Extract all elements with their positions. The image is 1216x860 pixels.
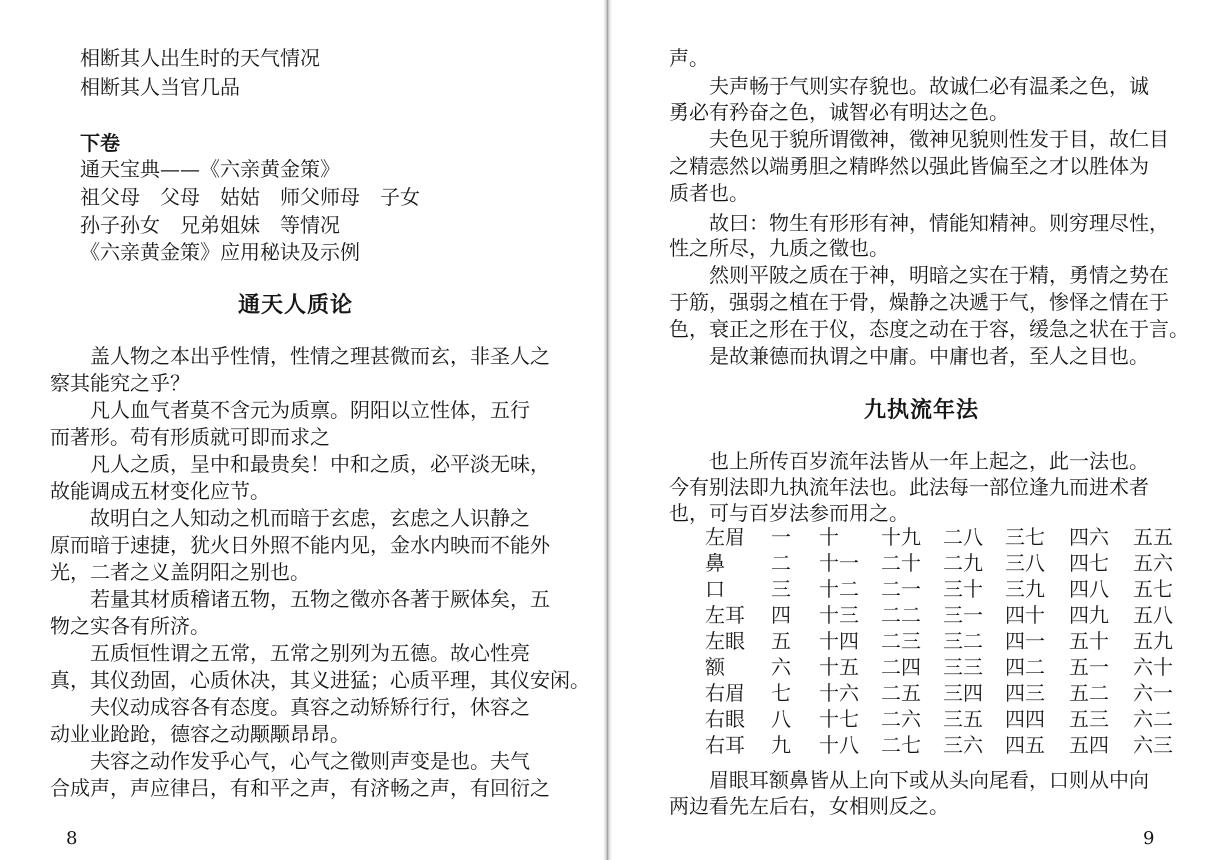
table-cell: 五七 xyxy=(1133,577,1173,601)
table-cell: 五十 xyxy=(1069,629,1109,653)
table-cell: 四三 xyxy=(1005,681,1045,705)
table-cell: 四一 xyxy=(1005,629,1045,653)
table-cell: 十二 xyxy=(819,577,859,601)
table-cell: 三 xyxy=(771,577,791,601)
body-line: 勇必有矜奋之色，诚智必有明达之色。 xyxy=(669,100,1009,124)
body-line: 故明白之人知动之机而暗于玄虑，玄虑之人识静之 xyxy=(50,506,530,530)
table-row-label: 额 xyxy=(705,655,725,679)
table-cell: 四九 xyxy=(1069,603,1109,627)
table-row-label: 右耳 xyxy=(705,733,745,757)
body-line: 光，二者之义盖阴阳之别也。 xyxy=(50,560,310,584)
table-cell: 五六 xyxy=(1133,551,1173,575)
section-heading: 通天人质论 xyxy=(238,292,354,318)
body-line: 五质恒性谓之五常，五常之别列为五德。故心性亮 xyxy=(50,641,530,665)
table-cell: 六十 xyxy=(1133,655,1173,679)
body-line: 原而暗于速捷，犹火日外照不能内见，金水内映而不能外 xyxy=(50,533,550,557)
table-cell: 二十 xyxy=(881,551,921,575)
table-cell: 六一 xyxy=(1133,681,1173,705)
table-cell: 三七 xyxy=(1005,525,1045,549)
table-cell: 五九 xyxy=(1133,629,1173,653)
table-cell: 七 xyxy=(771,681,791,705)
toc-item: 相断其人当官几品 xyxy=(80,75,240,99)
body-line: 夫容之动作发乎心气，心气之徵则声变是也。夫气 xyxy=(50,749,530,773)
table-row-label: 右眼 xyxy=(705,707,745,731)
body-line: 真，其仪劲固，心质休决，其义进猛；心质平理，其仪安闲。 xyxy=(50,668,590,692)
table-cell: 二三 xyxy=(881,629,921,653)
table-cell: 五四 xyxy=(1069,733,1109,757)
table-cell: 三四 xyxy=(943,681,983,705)
body-line: 故能调成五材变化应节。 xyxy=(50,479,270,503)
table-row-label: 左眉 xyxy=(705,525,745,549)
body-line: 凡人血气者莫不含元为质禀。阴阳以立性体，五行 xyxy=(50,398,530,422)
table-cell: 四十 xyxy=(1005,603,1045,627)
table-cell: 六三 xyxy=(1133,733,1173,757)
table-cell: 三五 xyxy=(943,707,983,731)
table-cell: 四五 xyxy=(1005,733,1045,757)
table-cell: 二七 xyxy=(881,733,921,757)
page-number: 8 xyxy=(66,828,78,849)
table-cell: 二一 xyxy=(881,577,921,601)
body-line: 合成声，声应律吕，有和平之声，有济畅之声，有回衍之 xyxy=(50,776,550,800)
table-cell: 五三 xyxy=(1069,707,1109,731)
table-cell: 十九 xyxy=(881,525,921,549)
table-cell: 十三 xyxy=(819,603,859,627)
toc-item: 通天宝典——《六亲黄金策》 xyxy=(80,157,340,181)
body-line: 而著形。苟有形质就可即而求之 xyxy=(50,425,330,449)
body-line: 性之所尽，九质之徵也。 xyxy=(669,236,889,260)
left-page xyxy=(0,0,605,860)
toc-item: 相断其人出生时的天气情况 xyxy=(80,46,320,70)
table-cell: 三十 xyxy=(943,577,983,601)
table-cell: 二二 xyxy=(881,603,921,627)
table-cell: 三六 xyxy=(943,733,983,757)
table-cell: 一 xyxy=(771,525,791,549)
table-cell: 十 xyxy=(819,525,839,549)
body-line: 也，可与百岁法参而用之。 xyxy=(669,501,909,525)
body-line: 也上所传百岁流年法皆从一年上起之，此一法也。 xyxy=(669,449,1149,473)
table-cell: 二八 xyxy=(943,525,983,549)
table-cell: 二九 xyxy=(943,551,983,575)
body-line: 故曰：物生有形形有神，情能知精神。则穷理尽性， xyxy=(669,211,1169,235)
table-cell: 四 xyxy=(771,603,791,627)
toc-section-title: 下卷 xyxy=(80,131,120,155)
table-cell: 二四 xyxy=(881,655,921,679)
section-heading: 九执流年法 xyxy=(864,397,980,423)
table-cell: 十一 xyxy=(819,551,859,575)
table-cell: 十八 xyxy=(819,733,859,757)
body-line: 夫色见于貌所谓徵神，徵神见貌则性发于目，故仁目 xyxy=(669,127,1169,151)
body-line: 若量其材质稽诸五物，五物之徵亦各著于厥体矣，五 xyxy=(50,587,550,611)
body-line: 眉眼耳额鼻皆从上向下或从头向尾看，口则从中向 xyxy=(669,768,1149,792)
table-cell: 二五 xyxy=(881,681,921,705)
table-cell: 四六 xyxy=(1069,525,1109,549)
table-cell: 五 xyxy=(771,629,791,653)
table-cell: 九 xyxy=(771,733,791,757)
body-line: 今有别法即九执流年法也。此法每一部位逢九而进术者 xyxy=(669,475,1149,499)
table-row-label: 鼻 xyxy=(705,551,725,575)
table-cell: 四四 xyxy=(1005,707,1045,731)
table-cell: 二 xyxy=(771,551,791,575)
table-cell: 五一 xyxy=(1069,655,1109,679)
table-cell: 三八 xyxy=(1005,551,1045,575)
table-row-label: 左眼 xyxy=(705,629,745,653)
table-cell: 十六 xyxy=(819,681,859,705)
table-cell: 八 xyxy=(771,707,791,731)
body-line: 然则平陂之质在于神，明暗之实在于精，勇情之势在 xyxy=(669,263,1169,287)
table-cell: 六二 xyxy=(1133,707,1173,731)
body-line: 物之实各有所济。 xyxy=(50,614,210,638)
table-cell: 四二 xyxy=(1005,655,1045,679)
body-line: 盖人物之本出乎性情，性情之理甚微而玄，非圣人之 xyxy=(50,344,550,368)
right-page xyxy=(611,0,1216,860)
body-line: 夫仪动成容各有态度。真容之动矫矫行行，休容之 xyxy=(50,695,530,719)
toc-item: 祖父母 父母 姑姑 师父师母 子女 xyxy=(80,185,420,209)
body-line: 两边看先左后右，女相则反之。 xyxy=(669,794,949,818)
body-line: 凡人之质，呈中和最贵矣！中和之质，必平淡无味， xyxy=(50,452,550,476)
table-cell: 十七 xyxy=(819,707,859,731)
toc-item: 孙子孙女 兄弟姐妹 等情况 xyxy=(80,213,340,237)
body-line: 于筋，强弱之植在于骨，燥静之决遞于气，惨怿之情在于 xyxy=(669,290,1169,314)
body-line: 声。 xyxy=(669,46,709,70)
table-cell: 四七 xyxy=(1069,551,1109,575)
table-cell: 五二 xyxy=(1069,681,1109,705)
table-cell: 三一 xyxy=(943,603,983,627)
body-line: 是故兼德而执谓之中庸。中庸也者，至人之目也。 xyxy=(669,344,1149,368)
body-line: 动业业跄跄，德容之动颙颙昂昂。 xyxy=(50,722,350,746)
table-cell: 六 xyxy=(771,655,791,679)
table-row-label: 左耳 xyxy=(705,603,745,627)
table-cell: 五五 xyxy=(1133,525,1173,549)
table-cell: 三三 xyxy=(943,655,983,679)
body-line: 质者也。 xyxy=(669,181,749,205)
table-row-label: 右眉 xyxy=(705,681,745,705)
table-row-label: 口 xyxy=(705,577,725,601)
table-cell: 五八 xyxy=(1133,603,1173,627)
table-cell: 三九 xyxy=(1005,577,1045,601)
body-line: 夫声畅于气则实存貌也。故诚仁必有温柔之色，诚 xyxy=(669,74,1149,98)
table-cell: 二六 xyxy=(881,707,921,731)
toc-item: 《六亲黄金策》应用秘诀及示例 xyxy=(80,240,360,264)
body-line: 之精悫然以端勇胆之精晔然以强此皆偏至之才以胜体为 xyxy=(669,154,1149,178)
body-line: 察其能究之乎？ xyxy=(50,371,190,395)
page-number: 9 xyxy=(1143,828,1155,849)
table-cell: 四八 xyxy=(1069,577,1109,601)
table-cell: 十四 xyxy=(819,629,859,653)
table-cell: 三二 xyxy=(943,629,983,653)
table-cell: 十五 xyxy=(819,655,859,679)
body-line: 色，衰正之形在于仪，态度之动在于容，缓急之状在于言。 xyxy=(669,317,1189,341)
